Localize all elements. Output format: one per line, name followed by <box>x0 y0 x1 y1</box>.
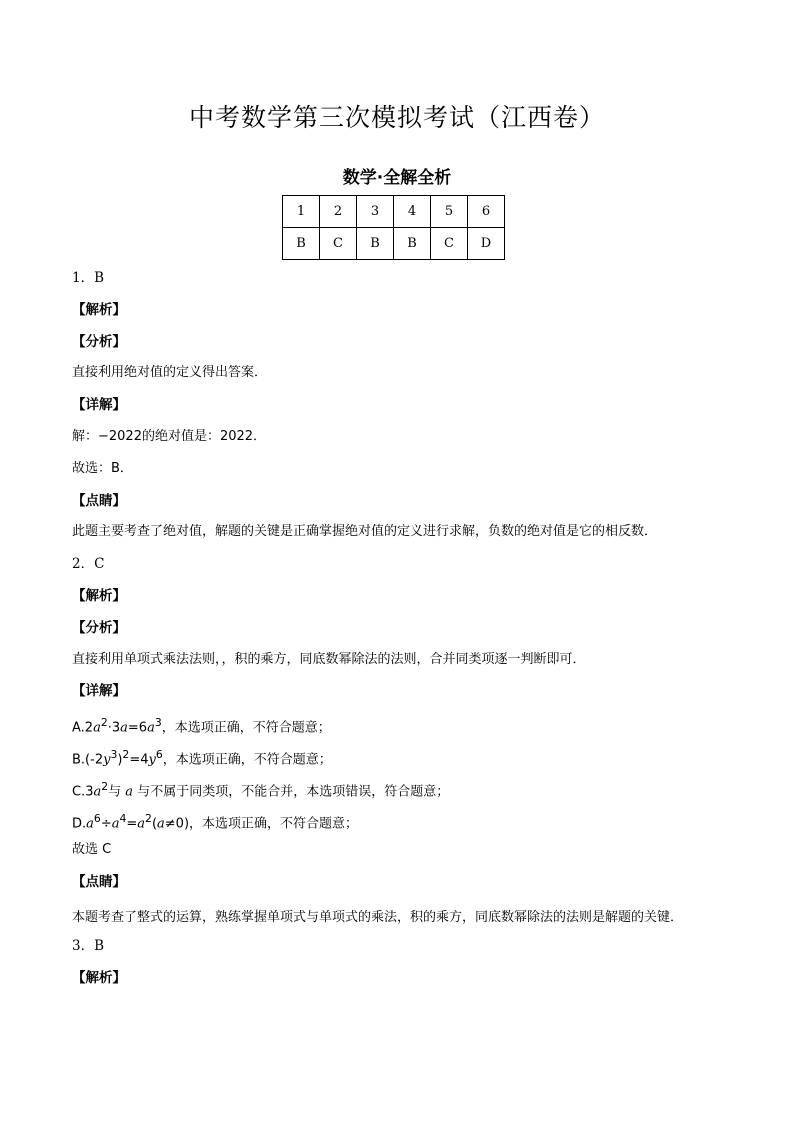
q1-solution-text: 解：−2022的绝对值是：2022． <box>72 428 267 444</box>
q2-option-a-text: ，本选项正确，不符合题意； <box>161 720 331 736</box>
answer-table-cell: B <box>357 228 394 260</box>
answer-table-cell: 3 <box>357 196 394 228</box>
answer-table-cell: 4 <box>394 196 431 228</box>
q2-option-a: $A.2a^2\cdot 3a=6a^3$，本选项正确，不符合题意； <box>72 716 331 736</box>
q2-dianjing-text: 本题考查了整式的运算，熟练掌握单项式与单项式的乘法，积的乘方，同底数幂除法的法则是解题的关键． <box>72 909 684 925</box>
q3-jiexi-label: 【解析】 <box>72 969 126 986</box>
q1-jiexi-label: 【解析】 <box>72 301 126 318</box>
q1-fenxi-text: 直接利用绝对值的定义得出答案． <box>72 365 268 381</box>
q2-fenxi-text: 直接利用单项式乘法法则，，积的乘方，同底数幂除法的法则，合并同类项逐一判断即可． <box>72 651 586 667</box>
question-2-heading: 2．C <box>72 556 105 573</box>
q2-option-d-text: ，本选项正确，不符合题意； <box>189 815 359 831</box>
answer-table-answer-row <box>283 228 505 260</box>
question-3-heading: 3．B <box>72 937 105 954</box>
answer-table-cell: 2 <box>320 196 357 228</box>
answer-table-cell: C <box>320 228 357 260</box>
q1-dianjing-label: 【点睛】 <box>72 492 126 509</box>
q2-option-c: $C.3a^2$与 a 与不属于同类项，不能合并，本选项错误，符合题意； <box>72 779 450 800</box>
answer-table-cell: 1 <box>283 196 320 228</box>
q2-choice-text: 故选 C <box>72 842 112 858</box>
q1-dianjing-text: 此题主要考查了绝对值，解题的关键是正确掌握绝对值的定义进行求解，负数的绝对值是它的相反数． <box>72 524 658 540</box>
answer-table-cell: B <box>283 228 320 260</box>
solution-content <box>72 266 722 998</box>
answer-table-cell: 6 <box>468 196 505 228</box>
q2-option-c-text: 不属于同类项，不能合并，本选项错误，符合题意； <box>150 784 450 800</box>
q2-dianjing-label: 【点睛】 <box>72 874 126 891</box>
q2-option-b: $B.(-2y^3)^2=4y^6$，本选项正确，不符合题意； <box>72 747 332 768</box>
page-title: 中考数学第三次模拟考试（江西卷） <box>188 103 605 132</box>
answer-table-cell: B <box>394 228 431 260</box>
answer-table-cell: 5 <box>431 196 468 228</box>
q1-choice-text: 故选：B． <box>72 460 133 476</box>
q2-fenxi-label: 【分析】 <box>72 619 126 636</box>
question-1-heading: 1．B <box>72 270 105 286</box>
q1-xiangjie-label: 【详解】 <box>72 397 126 414</box>
q2-option-b-text: ，本选项正确，不符合题意； <box>162 752 332 768</box>
q2-xiangjie-label: 【详解】 <box>72 683 126 700</box>
answer-table-cell: D <box>468 228 505 260</box>
answer-table-cell: C <box>431 228 468 260</box>
answer-table <box>282 195 505 260</box>
q1-fenxi-label: 【分析】 <box>72 333 126 350</box>
answer-table-number-row <box>283 196 505 228</box>
q2-jiexi-label: 【解析】 <box>72 587 126 604</box>
page-subtitle: 数学·全解全析 <box>342 168 452 188</box>
q2-option-d: $D.a^6\div a^4=a^2(a\ne 0)$，本选项正确，不符合题意； <box>72 811 359 831</box>
